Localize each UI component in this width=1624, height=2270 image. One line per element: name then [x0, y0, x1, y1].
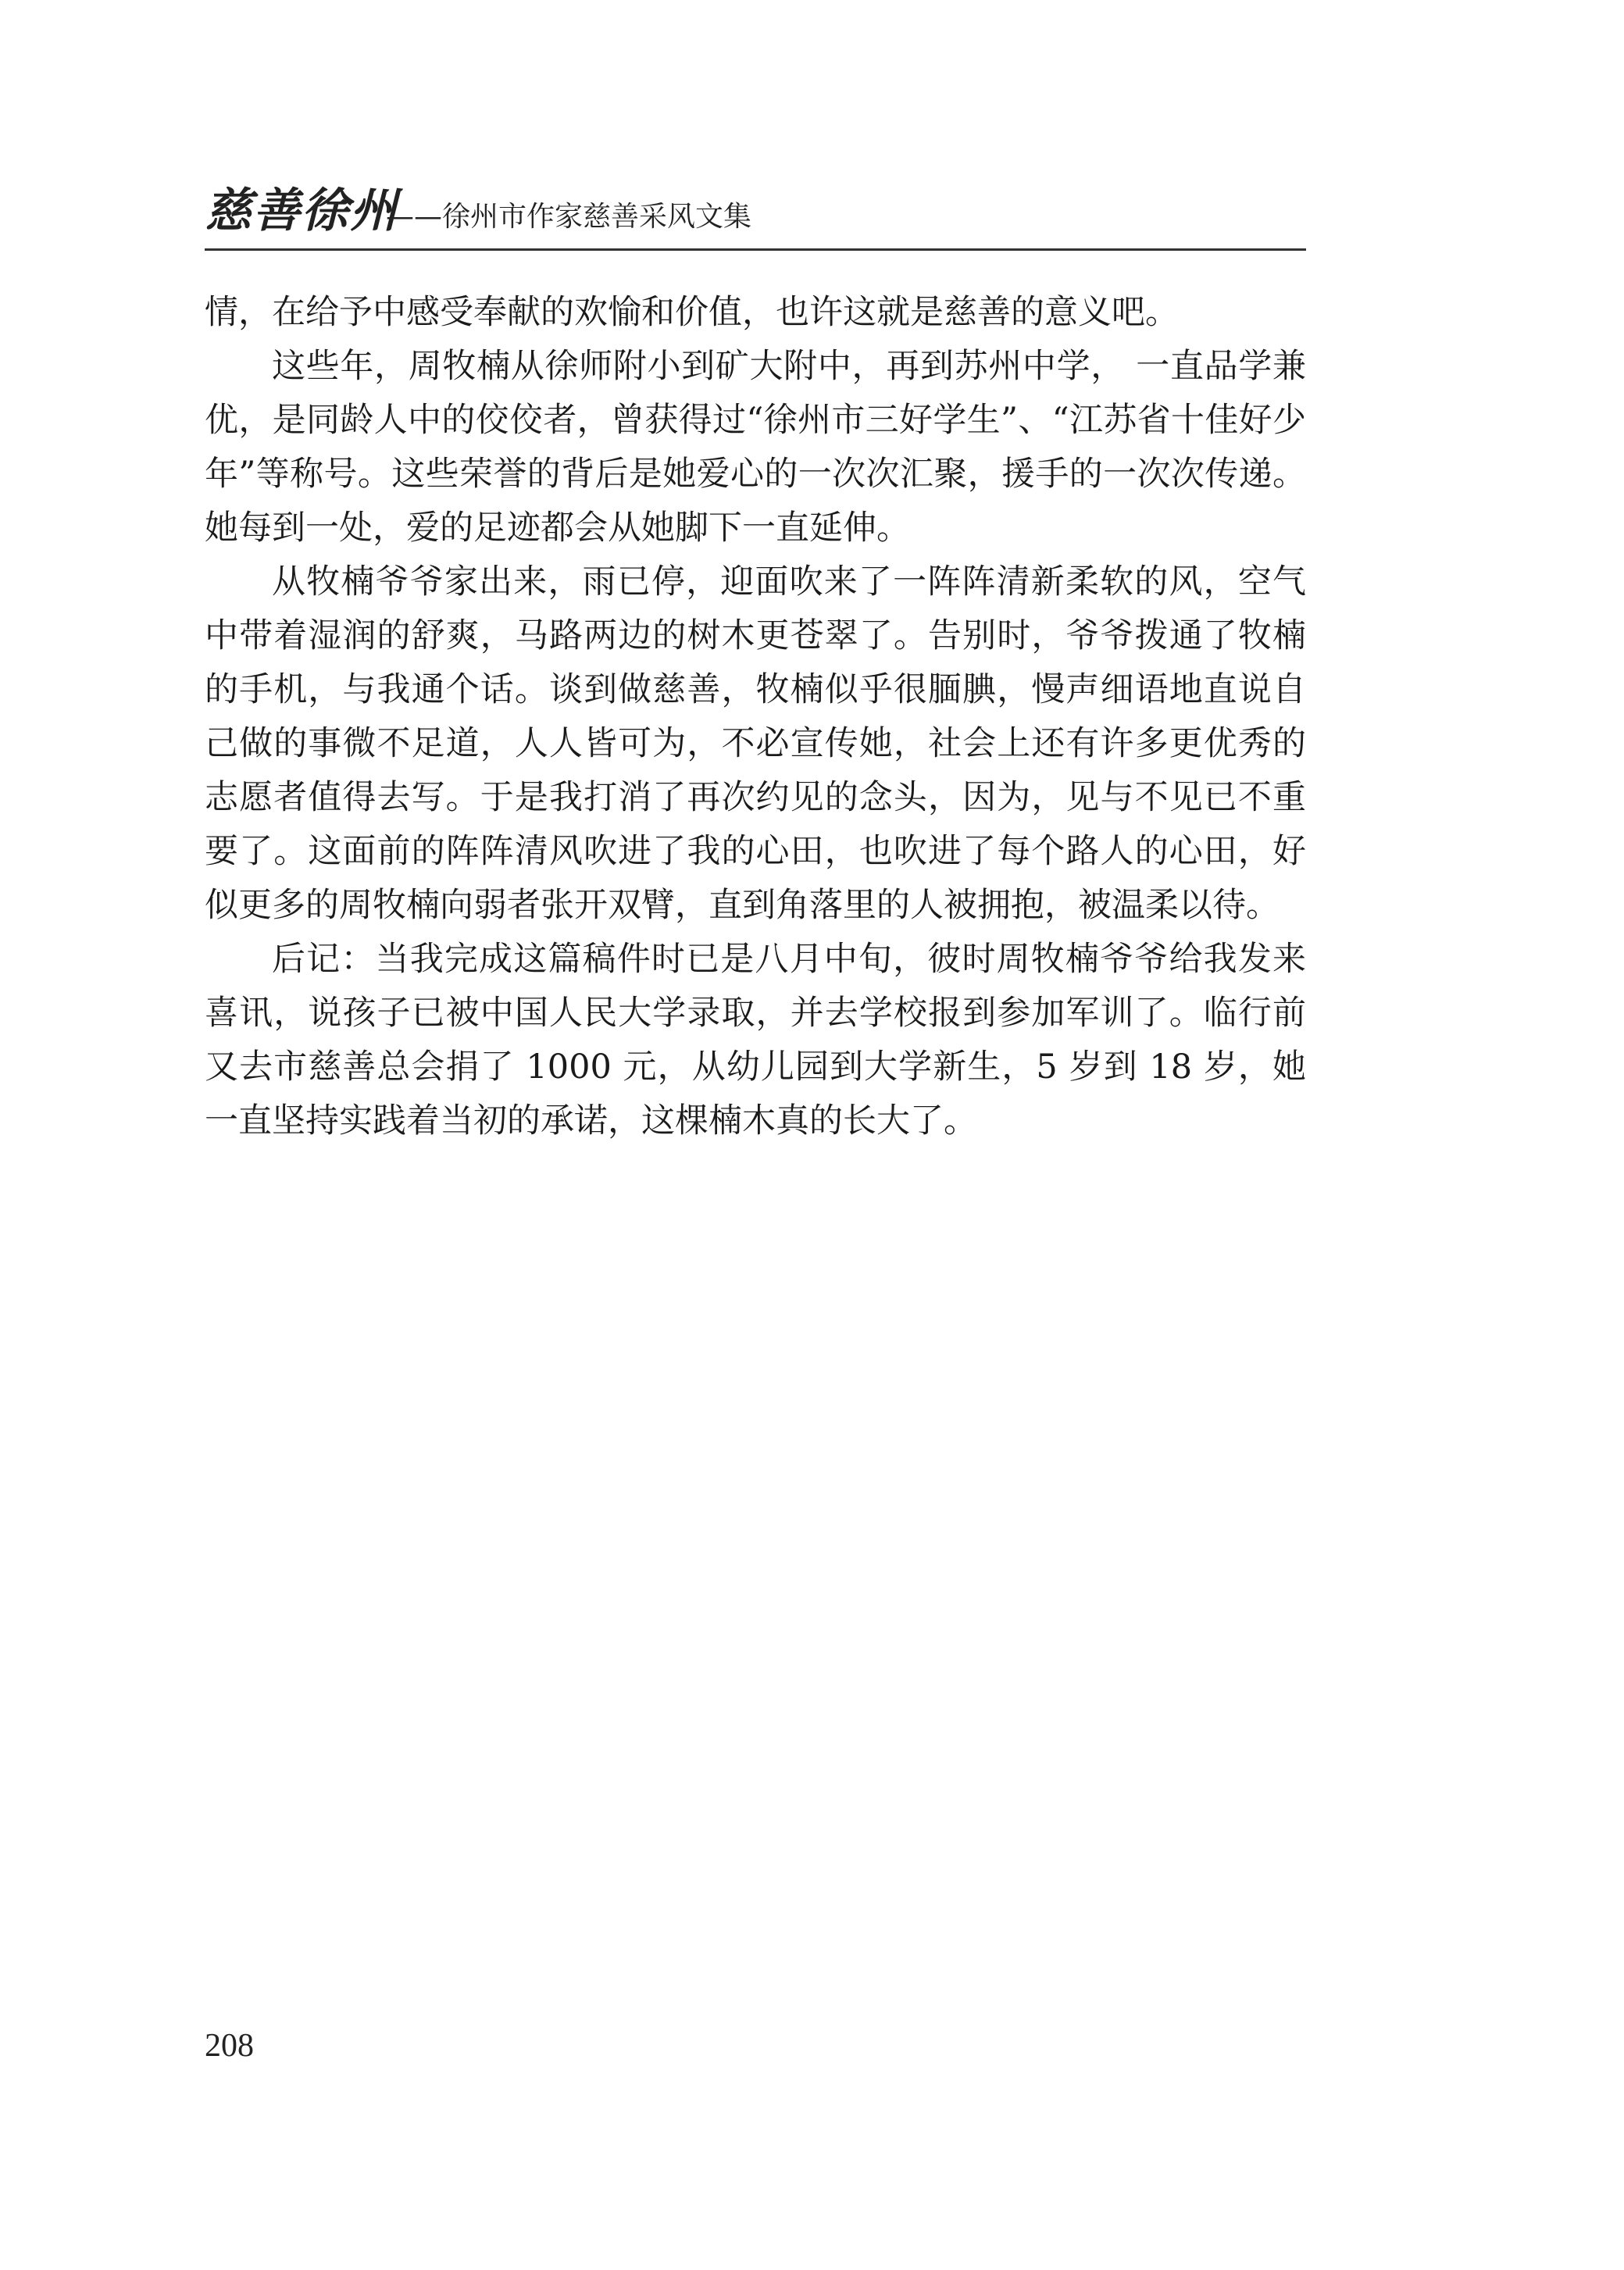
- page-number: 208: [205, 2028, 254, 2064]
- paragraph-continuation: 情，在给予中感受奉献的欢愉和价值，也许这就是慈善的意义吧。: [205, 293, 1179, 332]
- paragraph: 从牧楠爷爷家出来，雨已停，迎面吹来了一阵阵清新柔软的风，空气中带着湿润的舒爽，马路两边的树木更苍翠了。告别时，爷爷拨通了牧楠的手机，与我通个话。谈到做慈善，牧楠似乎很腼腆，慢声细语地直说自己做的事微不足道，人人皆可为，不必宣传她，社会上还有许多更优秀的志愿者值得去写。于是我打消了再次约见的念头，因为，见与不见已不重要了。这面前的阵阵清风吹进了我的心田，也吹进了每个路人的心田，好似更多的周牧楠向弱者张开双臂，直到角落里的人被拥抱，被温柔以待。: [205, 562, 1306, 925]
- paragraph-postscript: 后记：当我完成这篇稿件时已是八月中旬，彼时周牧楠爷爷给我发来喜讯，说孩子已被中国人民大学录取，并去学校报到参加军训了。临行前又去市慈善总会捐了 1000 元，从幼儿园到大学新生，5 岁到 18 岁，她一直坚持实践着当初的承诺，这棵楠木真的长大了。: [205, 940, 1306, 1140]
- header-subtitle: ——徐州市作家慈善采风文集: [386, 201, 752, 233]
- header-divider: [205, 248, 1306, 251]
- running-header: [205, 181, 1306, 247]
- header-logo: 慈善徐州: [205, 184, 398, 238]
- body-text: [205, 286, 1306, 1148]
- paragraph: 这些年，周牧楠从徐师附小到矿大附中，再到苏州中学， 一直品学兼优，是同龄人中的佼佼者，曾获得过“徐州市三好学生”、“江苏省十佳好少年”等称号。这些荣誉的背后是她爱心的一次次汇聚，援手的一次次传递。她每到一处，爱的足迹都会从她脚下一直延伸。: [205, 347, 1306, 548]
